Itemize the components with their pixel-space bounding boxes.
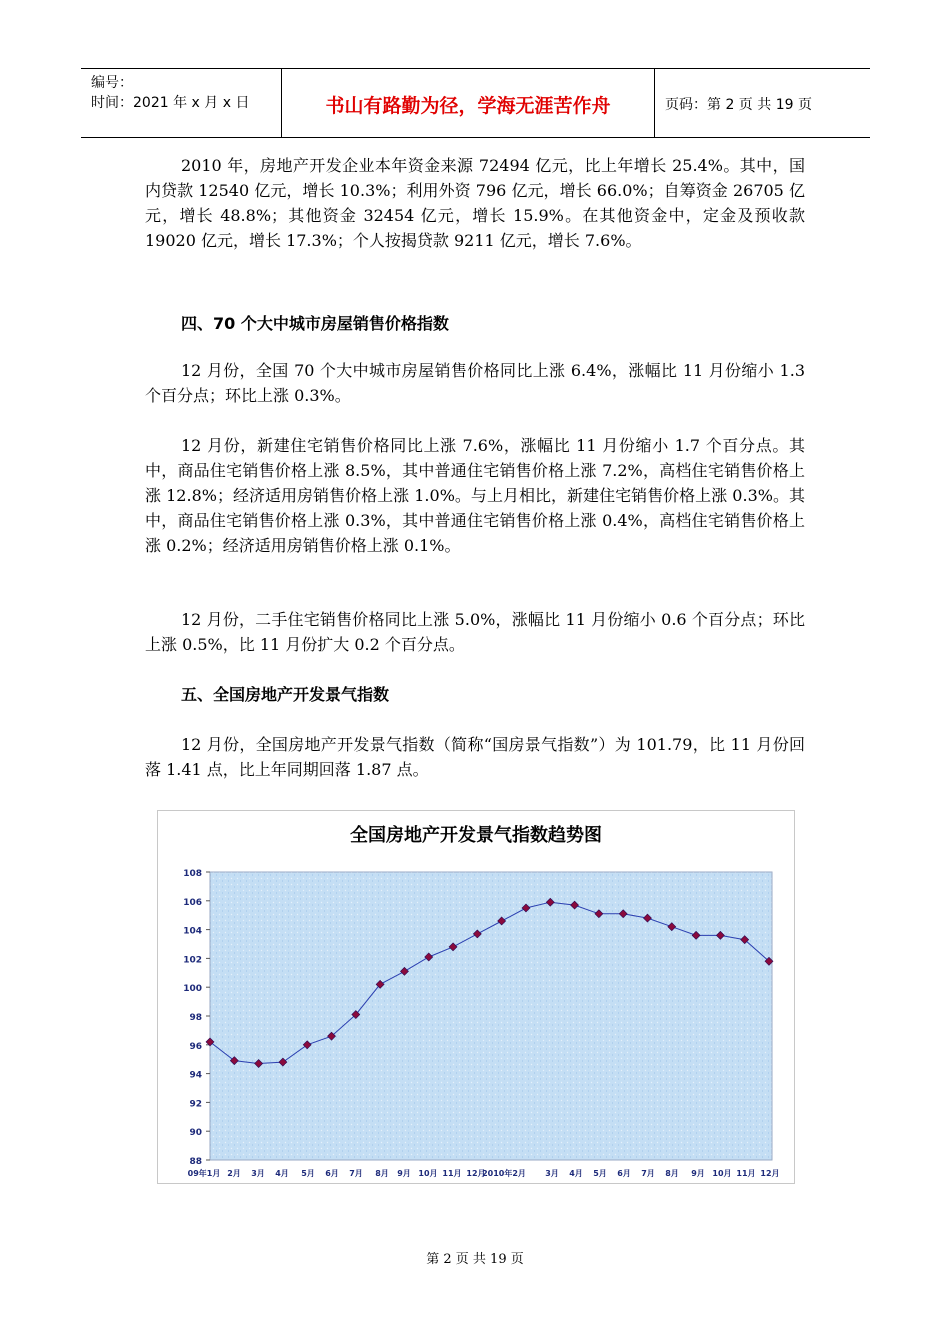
- paragraph-text: 12 月份，新建住宅销售价格同比上涨 7.6%，涨幅比 11 月份缩小 1.7 个百分点。其中，商品住宅销售价格上涨 8.5%，其中普通住宅销售价格上涨 7.2%，高档住宅销售价格上涨 12.8%；经济适用房销售价格上涨 1.0%。与上月相比，新建住宅销售价格上涨 0.3%。其中，商品住宅销售价格上涨 0.3%，其中普通住宅销售价格上涨 0.4%，高档住宅销售价格上涨 0.2%；经济适用房销售价格上涨 0.1%。: [145, 436, 805, 555]
- header-page-info: 页码：第 2 页 共 19 页: [665, 97, 812, 113]
- x-tick-label: 5月: [593, 1169, 607, 1178]
- y-tick-label: 94: [189, 1070, 202, 1081]
- x-tick-label: 7月: [641, 1169, 655, 1178]
- y-tick-label: 98: [189, 1013, 202, 1023]
- plot-area: [210, 872, 772, 1160]
- header-motto: 书山有路勤为径，学海无涯苦作舟: [325, 95, 611, 117]
- section-heading-4: [145, 311, 805, 336]
- y-tick-label: 90: [189, 1128, 202, 1139]
- x-tick-label: 10月: [712, 1169, 732, 1178]
- y-tick-label: 108: [183, 869, 202, 879]
- x-tick-label: 2月: [227, 1169, 241, 1178]
- x-tick-label: 8月: [665, 1169, 679, 1178]
- x-tick-label: 9月: [397, 1169, 411, 1178]
- y-tick-label: 102: [183, 955, 202, 966]
- page-footer: 第 2 页 共 19 页: [426, 1252, 524, 1267]
- x-axis: [188, 1168, 780, 1178]
- paragraph-climate-index: [145, 732, 805, 782]
- paragraph-text: 12 月份，全国房地产开发景气指数（简称“国房景气指数”）为 101.79，比 11 月份回落 1.41 点，比上年同期回落 1.87 点。: [145, 735, 805, 779]
- y-tick-label: 106: [183, 897, 202, 908]
- x-tick-label: 8月: [375, 1169, 389, 1178]
- y-tick-label: 92: [189, 1099, 202, 1110]
- x-tick-label: 6月: [617, 1169, 631, 1178]
- line-chart: [158, 811, 794, 1183]
- paragraph-text: 12 月份，全国 70 个大中城市房屋销售价格同比上涨 6.4%，涨幅比 11 月份缩小 1.3 个百分点；环比上涨 0.3%。: [145, 361, 805, 405]
- y-axis: [183, 869, 210, 1167]
- header-divider: [654, 69, 655, 137]
- header-number-label: 编号：: [91, 75, 133, 91]
- chart-container: [157, 810, 795, 1184]
- y-tick-label: 96: [189, 1041, 202, 1052]
- x-tick-label: 09年1月: [187, 1169, 221, 1178]
- paragraph-funding: [145, 153, 805, 253]
- heading-text: 四、70 个大中城市房屋销售价格指数: [181, 314, 449, 333]
- x-tick-label: 12月: [466, 1169, 486, 1178]
- x-tick-label: 10月: [418, 1169, 438, 1178]
- x-tick-label: 12月: [760, 1169, 780, 1178]
- x-tick-label: 3月: [251, 1169, 265, 1178]
- header-time-label: 时间：2021 年 x 月 x 日: [91, 95, 250, 111]
- x-tick-label: 4月: [569, 1169, 583, 1178]
- heading-text: 五、全国房地产开发景气指数: [181, 685, 390, 704]
- paragraph-text: 2010 年，房地产开发企业本年资金来源 72494 亿元，比上年增长 25.4%。其中，国内贷款 12540 亿元，增长 10.3%；利用外资 796 亿元，增长 66.0%；自筹资金 26705 亿元，增长 48.8%；其他资金 32454 亿元，增长 15.9%。在其他资金中，定金及预收款 19020 亿元，增长 17.3%；个人按揭贷款 9211 亿元，增长 7.6%。: [145, 156, 805, 250]
- y-tick-label: 100: [183, 984, 202, 995]
- x-tick-label: 7月: [349, 1169, 363, 1178]
- paragraph-second-hand: [145, 607, 805, 657]
- chart-title: 全国房地产开发景气指数趋势图: [350, 825, 602, 846]
- header-meta: [91, 73, 249, 113]
- x-tick-label: 9月: [691, 1169, 705, 1178]
- x-tick-label: 4月: [275, 1169, 289, 1178]
- x-tick-label: 3月: [545, 1169, 559, 1178]
- paragraph-price-index: [145, 358, 805, 408]
- x-tick-label: 11月: [736, 1169, 756, 1178]
- x-tick-label: 11月: [442, 1169, 462, 1178]
- x-tick-label: 5月: [301, 1169, 315, 1178]
- paragraph-new-housing: [145, 433, 805, 558]
- page-header: [81, 68, 870, 138]
- section-heading-5: [145, 682, 805, 707]
- y-tick-label: 88: [189, 1157, 202, 1167]
- x-tick-label: 2010年2月: [482, 1169, 526, 1178]
- y-tick-label: 104: [183, 926, 202, 937]
- paragraph-text: 12 月份，二手住宅销售价格同比上涨 5.0%，涨幅比 11 月份缩小 0.6 个百分点；环比上涨 0.5%，比 11 月份扩大 0.2 个百分点。: [145, 610, 805, 654]
- x-tick-label: 6月: [325, 1169, 339, 1178]
